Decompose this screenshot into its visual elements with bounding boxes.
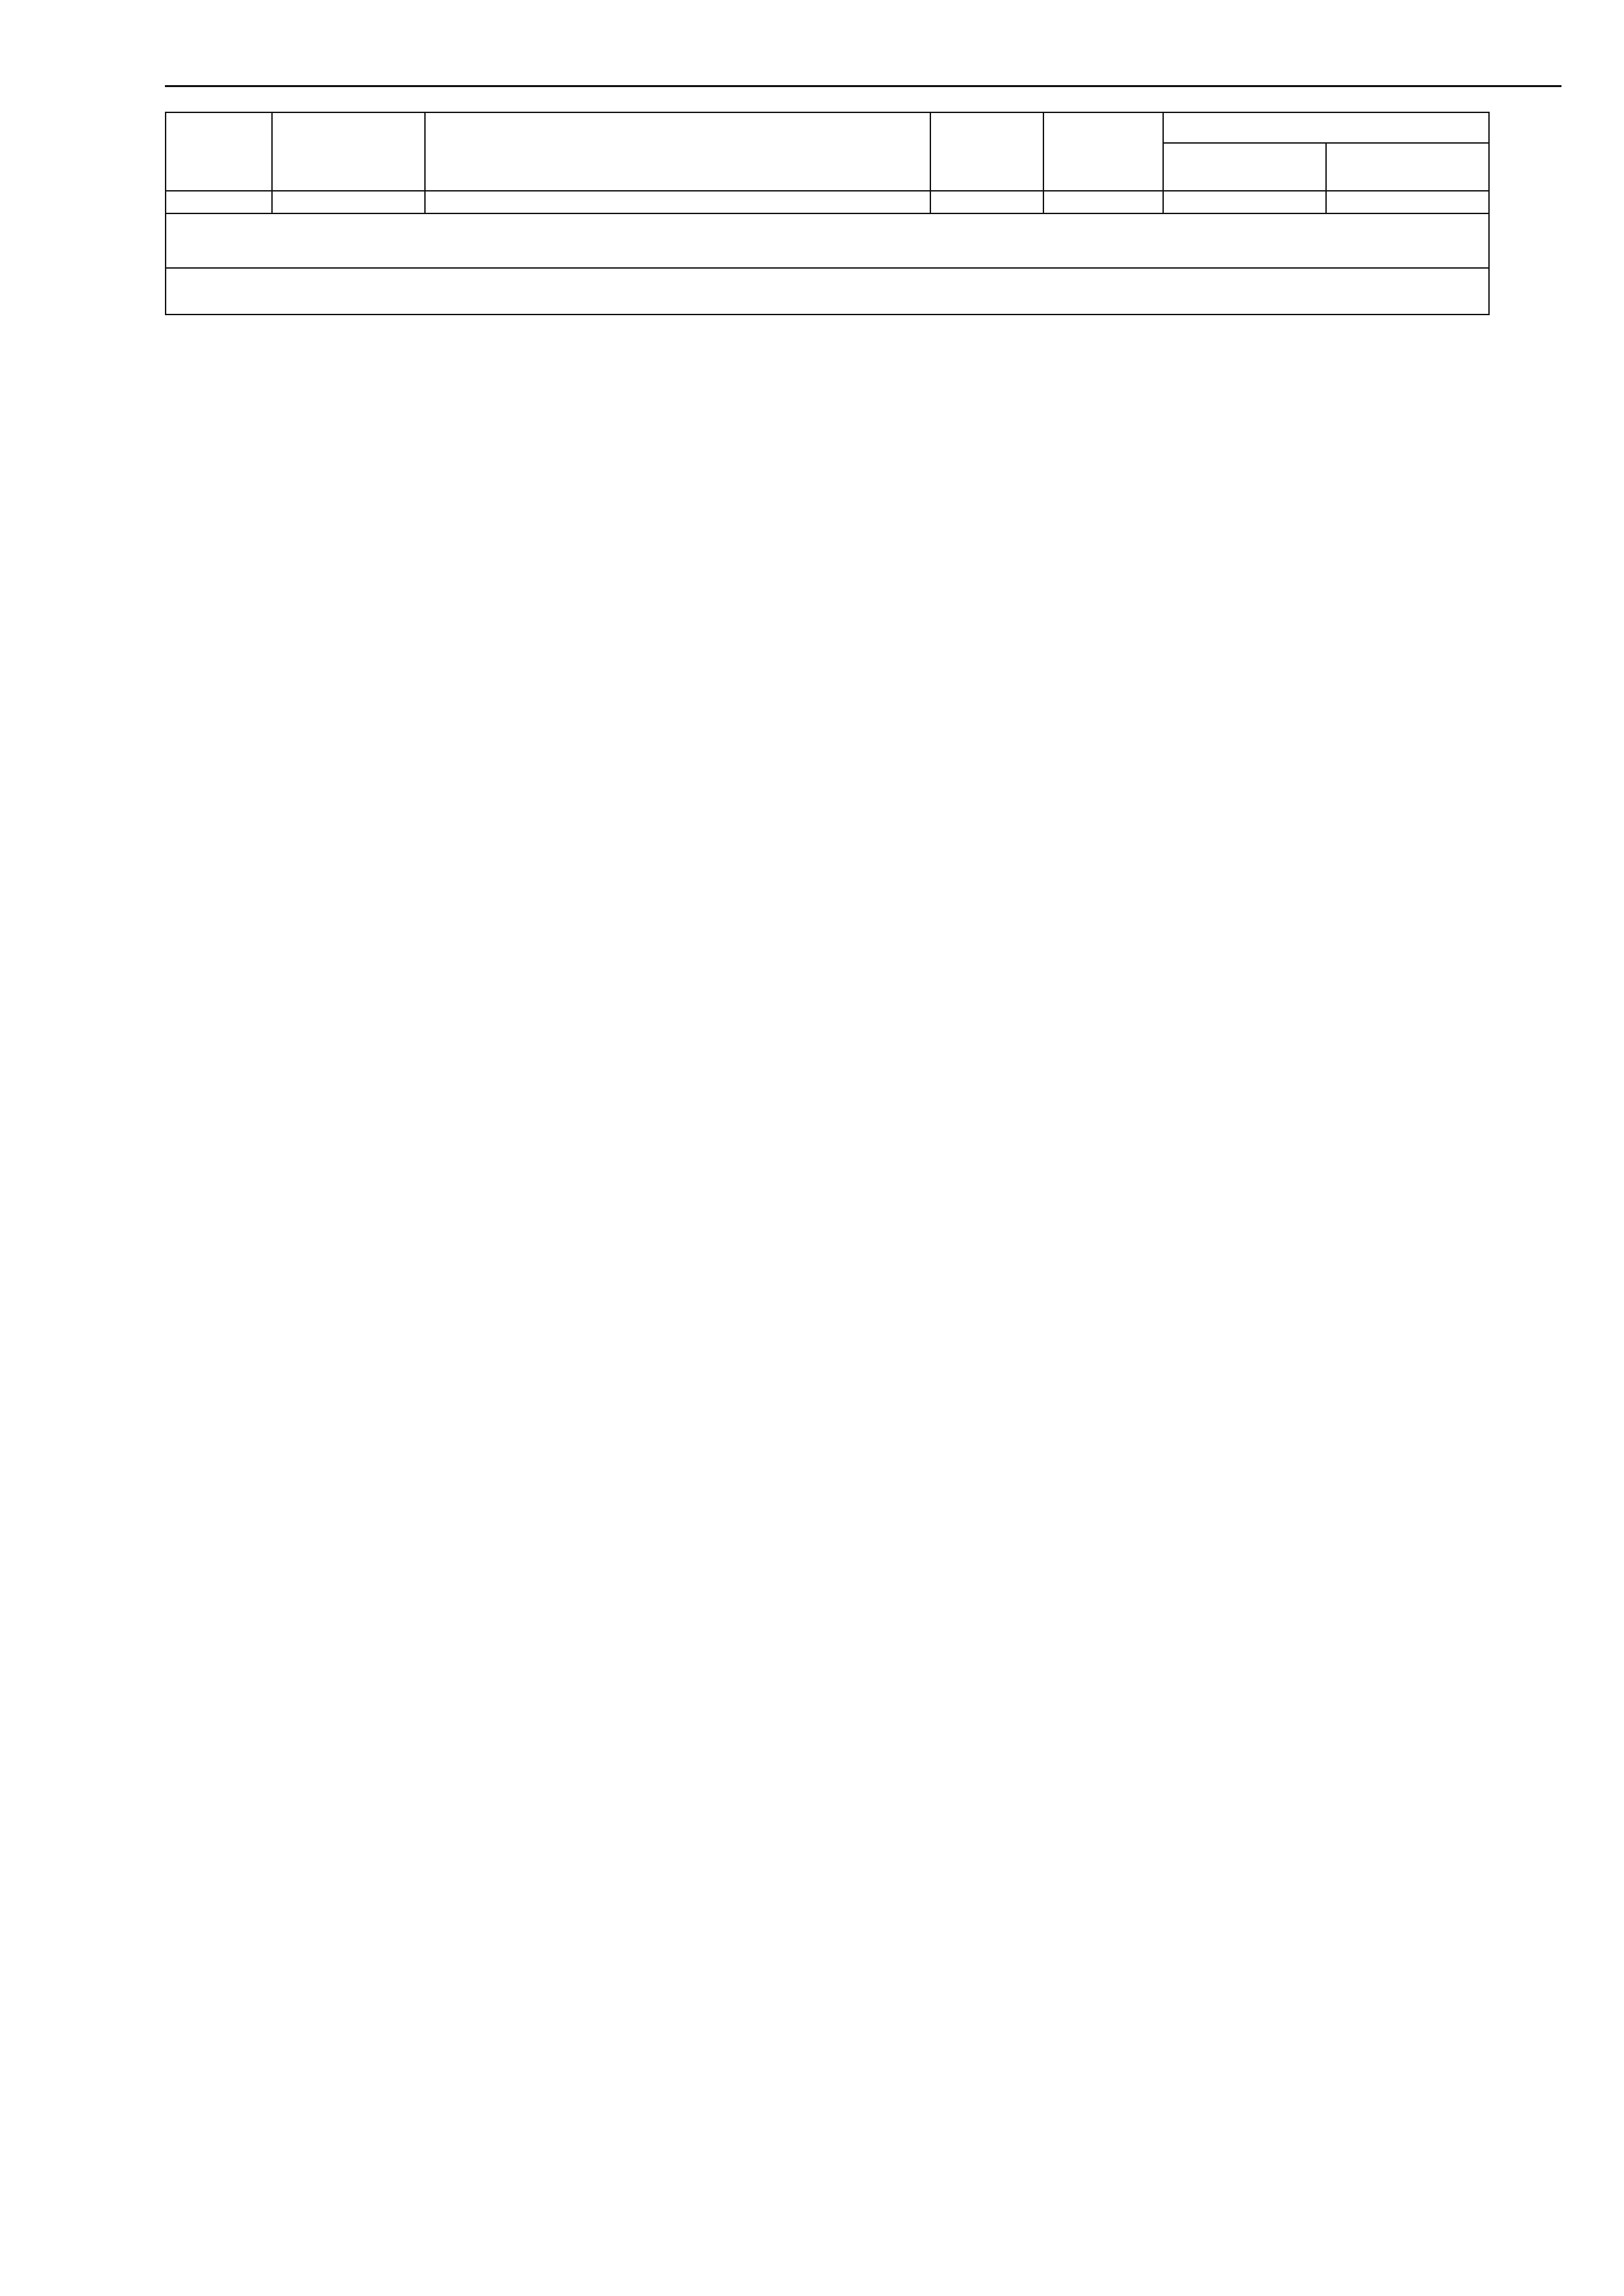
subsection-row (166, 213, 1489, 268)
column-number (1326, 191, 1489, 213)
group-row (166, 268, 1489, 315)
header-unit (930, 112, 1043, 191)
header-price-release (1163, 143, 1326, 191)
price-table (165, 112, 1490, 315)
column-number (425, 191, 930, 213)
header-price (1163, 112, 1489, 143)
header-num (166, 112, 272, 191)
header-rule (165, 85, 1561, 87)
column-number (272, 191, 425, 213)
group-title (166, 268, 1489, 315)
header-name (425, 112, 930, 191)
column-number (930, 191, 1043, 213)
column-number-row (166, 191, 1489, 213)
column-number (1163, 191, 1326, 213)
column-number (166, 191, 272, 213)
header-price-estimate (1326, 143, 1489, 191)
header-code (272, 112, 425, 191)
subsection-title (166, 213, 1489, 268)
column-number (1043, 191, 1163, 213)
header-mass (1043, 112, 1163, 191)
